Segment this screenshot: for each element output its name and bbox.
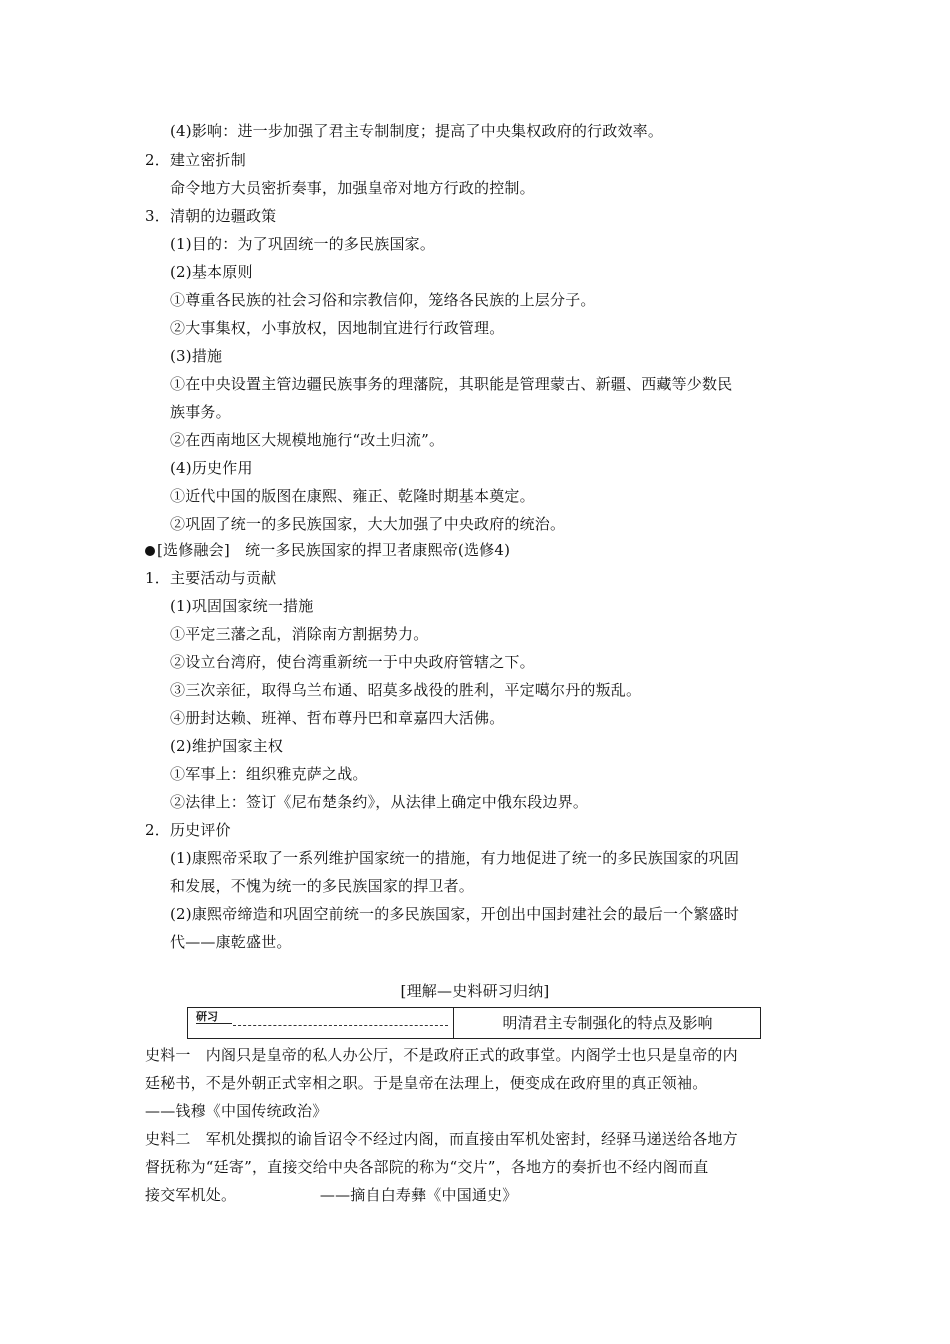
source-citation: ——钱穆《中国传统政治》 [145, 1102, 328, 1120]
section-title: [理解—史料研习归纳] [400, 982, 550, 1000]
text-line: (4)影响：进一步加强了君主专制制度；提高了中央集权政府的行政效率。 [170, 122, 664, 140]
text-line: ②法律上：签订《尼布楚条约》，从法律上确定中俄东段边界。 [170, 793, 589, 811]
text-line: (1)巩固国家统一措施 [170, 597, 314, 615]
text-line: ②巩固了统一的多民族国家，大大加强了中央政府的统治。 [170, 515, 566, 533]
study-box-title: 明清君主专制强化的特点及影响 [502, 1014, 713, 1032]
study-tag: 研习 [196, 1010, 218, 1023]
source-text-line: 史料一 内阁只是皇帝的私人办公厅，不是政府正式的政事堂。内阁学士也只是皇帝的内 [145, 1046, 738, 1064]
section-heading: 3．清朝的边疆政策 [145, 207, 277, 225]
elective-heading [145, 540, 510, 560]
elective-heading-text: [选修融会] 统一多民族国家的捍卫者康熙帝(选修4) [157, 541, 511, 559]
text-line: ④册封达赖、班禅、哲布尊丹巴和章嘉四大活佛。 [170, 709, 505, 727]
text-line: ①在中央设置主管边疆民族事务的理藩院，其职能是管理蒙古、新疆、西藏等少数民 [170, 375, 733, 393]
text-line: (2)维护国家主权 [170, 737, 284, 755]
text-line: ①平定三藩之乱，消除南方割据势力。 [170, 625, 429, 643]
source-text-line: 史料二 军机处撰拟的谕旨诏令不经过内阁，而直接由军机处密封，经驿马递送给各地方 [145, 1130, 738, 1148]
source-text-line: 接交军机处。 ——摘自白寿彝《中国通史》 [145, 1186, 518, 1204]
text-line: ①尊重各民族的社会习俗和宗教信仰，笼络各民族的上层分子。 [170, 291, 596, 309]
text-line: 和发展，不愧为统一的多民族国家的捍卫者。 [170, 877, 475, 895]
dashed-rule [233, 1025, 448, 1026]
text-line: (2)康熙帝缔造和巩固空前统一的多民族国家，开创出中国封建社会的最后一个繁盛时 [170, 905, 740, 923]
text-line: ②设立台湾府，使台湾重新统一于中央政府管辖之下。 [170, 653, 535, 671]
bullet-dot-icon [145, 546, 155, 556]
text-line: (4)历史作用 [170, 459, 253, 477]
text-line: 命令地方大员密折奏事，加强皇帝对地方行政的控制。 [170, 179, 535, 197]
text-line: (1)目的：为了巩固统一的多民族国家。 [170, 235, 436, 253]
study-box [187, 1007, 761, 1039]
text-line: ③三次亲征，取得乌兰布通、昭莫多战役的胜利，平定噶尔丹的叛乱。 [170, 681, 642, 699]
text-line: (3)措施 [170, 347, 223, 365]
tag-underline [196, 1023, 232, 1024]
section-heading: 2．建立密折制 [145, 151, 246, 169]
text-line: (1)康熙帝采取了一系列维护国家统一的措施，有力地促进了统一的多民族国家的巩固 [170, 849, 740, 867]
text-line: ①军事上：组织雅克萨之战。 [170, 765, 368, 783]
text-line: ②大事集权，小事放权，因地制宜进行行政管理。 [170, 319, 505, 337]
section-heading: 1．主要活动与贡献 [145, 569, 277, 587]
source-text-line: 廷秘书，不是外朝正式宰相之职。于是皇帝在法理上，便变成在政府里的真正领袖。 [145, 1074, 708, 1092]
text-line: 代——康乾盛世。 [170, 933, 292, 951]
text-line: 族事务。 [170, 403, 231, 421]
text-line: (2)基本原则 [170, 263, 253, 281]
text-line: ①近代中国的版图在康熙、雍正、乾隆时期基本奠定。 [170, 487, 535, 505]
text-line: ②在西南地区大规模地施行“改土归流”。 [170, 431, 445, 449]
source-text-line: 督抚称为“廷寄”，直接交给中央各部院的称为“交片”，各地方的奏折也不经内阁而直 [145, 1158, 709, 1176]
section-heading: 2．历史评价 [145, 821, 231, 839]
